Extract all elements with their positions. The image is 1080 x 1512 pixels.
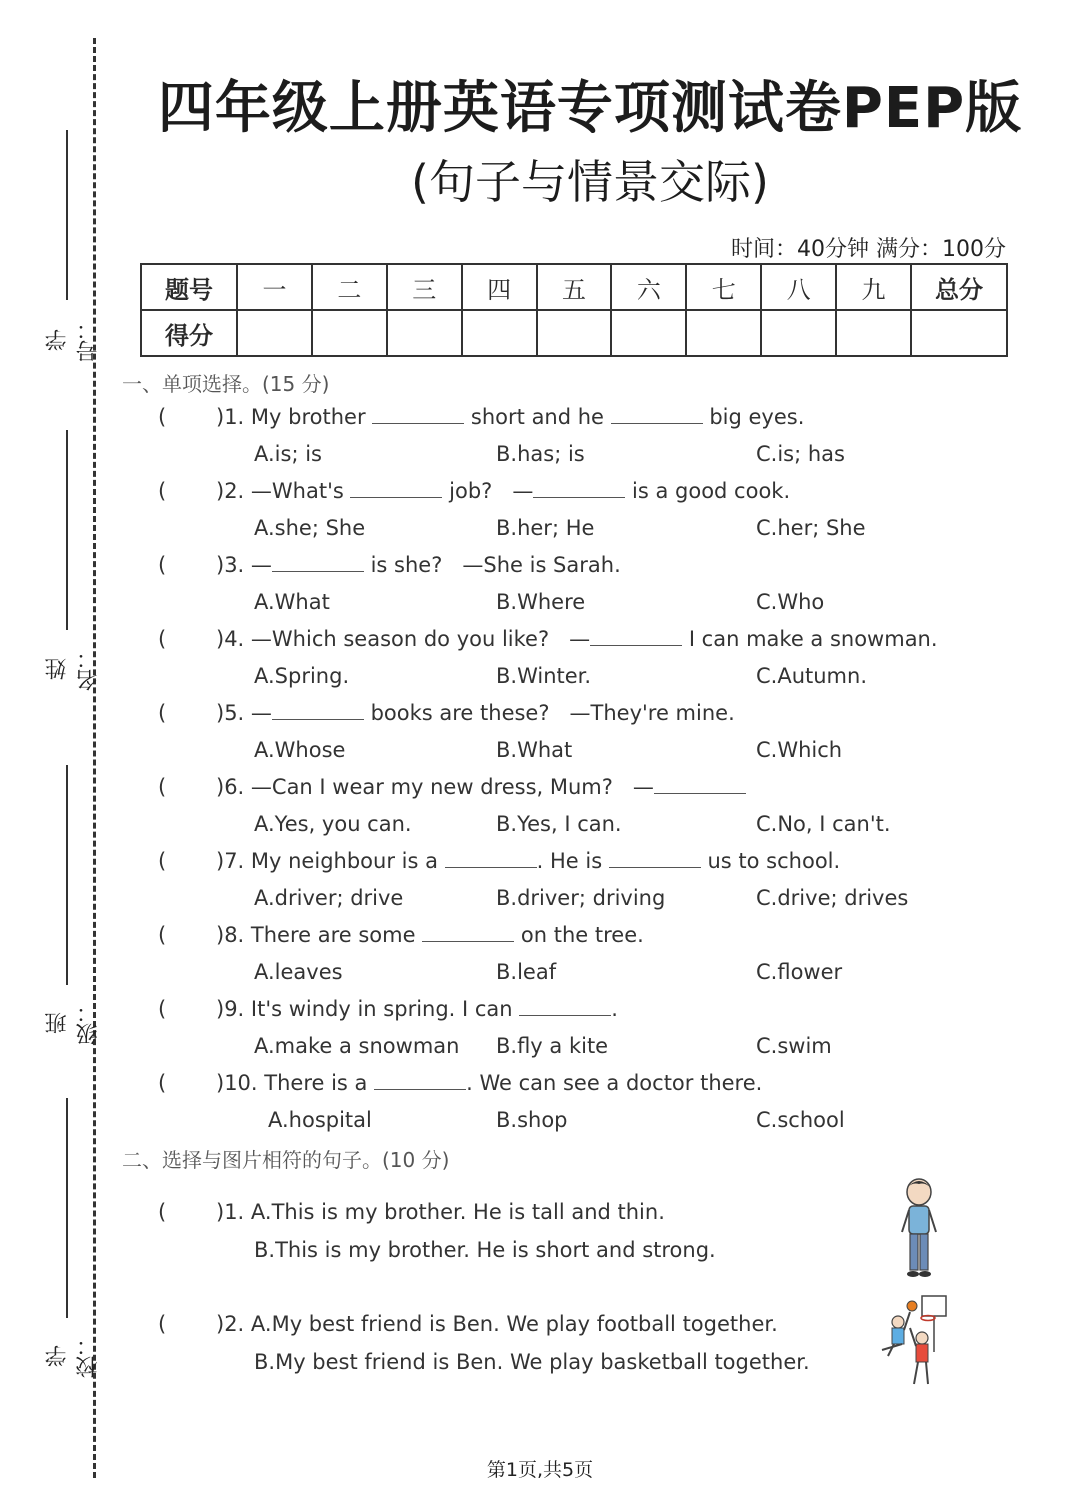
option-a[interactable]: A.My best friend is Ben. We play football together. (250, 1312, 778, 1336)
answer-blank[interactable] (609, 849, 701, 868)
question-stem: )5. — (216, 701, 272, 725)
question-row (158, 699, 1038, 735)
answer-blank[interactable] (422, 923, 514, 942)
answer-blank[interactable] (519, 997, 611, 1016)
option-a[interactable]: A.make a snowman (254, 1034, 460, 1058)
score-table (140, 263, 1008, 357)
question-stem: short and he (464, 405, 611, 429)
question-text (216, 997, 618, 1021)
score-cell-input[interactable] (462, 310, 537, 356)
question-text (216, 405, 804, 429)
question-stem: )6. —Can I wear my new dress, Mum? — (216, 775, 654, 799)
question-stem: )7. My neighbour is a (216, 849, 445, 873)
score-cell-header: 三 (387, 264, 462, 310)
options-row (0, 1032, 1080, 1066)
answer-paren[interactable]: ( (158, 775, 167, 799)
answer-paren[interactable]: ( (158, 1071, 167, 1095)
question-row (158, 403, 1038, 439)
option-c[interactable]: C.flower (756, 960, 843, 984)
question-stem: books are these? —They're mine. (363, 701, 735, 725)
options-row (0, 884, 1080, 918)
question-text (216, 923, 644, 947)
question-text (216, 849, 840, 873)
score-row-label: 得分 (141, 310, 237, 356)
option-b[interactable]: B.Winter. (496, 664, 592, 688)
option-b[interactable]: B.Yes, I can. (496, 812, 622, 836)
score-cell-header: 五 (537, 264, 612, 310)
question-row (158, 921, 1038, 957)
options-row (0, 810, 1080, 844)
answer-blank[interactable] (533, 479, 625, 498)
score-cell-header: 二 (312, 264, 387, 310)
option-c[interactable]: C.is; has (756, 442, 845, 466)
answer-blank[interactable] (272, 701, 364, 720)
option-b[interactable]: B.This is my brother. He is short and strong. (254, 1238, 716, 1262)
question-number: )1. (216, 1200, 251, 1224)
question-stem: )4. —Which season do you like? — (216, 627, 591, 651)
question-stem: is she? —She is Sarah. (363, 553, 621, 577)
option-b[interactable]: B.her; He (496, 516, 595, 540)
option-a[interactable]: A.This is my brother. He is tall and thin. (250, 1200, 665, 1224)
question-stem: I can make a snowman. (682, 627, 938, 651)
option-a[interactable]: A.hospital (268, 1108, 372, 1132)
option-a[interactable]: A.leaves (254, 960, 343, 984)
option-c[interactable]: C.Who (756, 590, 825, 614)
question-row (158, 477, 1038, 513)
option-c[interactable]: C.No, I can't. (756, 812, 891, 836)
question-text (216, 553, 621, 577)
answer-paren[interactable]: ( (158, 627, 167, 651)
score-cell-header: 九 (836, 264, 911, 310)
score-cell-header: 八 (761, 264, 836, 310)
question-stem: )10. There is a (216, 1071, 375, 1095)
class-line[interactable] (66, 765, 68, 985)
question-text (216, 775, 746, 799)
score-cell-input[interactable] (537, 310, 612, 356)
question-row (158, 995, 1038, 1031)
page-subtitle: (句子与情景交际) (411, 155, 769, 209)
question-text (216, 627, 938, 651)
score-cell-header: 四 (462, 264, 537, 310)
options-row (0, 736, 1080, 770)
option-a[interactable]: A.driver; drive (254, 886, 404, 910)
question-stem: is a good cook. (625, 479, 791, 503)
question-text (216, 1200, 665, 1224)
score-cell-input[interactable] (911, 310, 1007, 356)
time-info: 时间：40分钟 满分：100分 (731, 237, 1006, 262)
question-row (158, 1069, 1038, 1105)
question-stem: . (611, 997, 618, 1021)
options-row (0, 662, 1080, 696)
question-number: )2. (216, 1312, 251, 1336)
answer-blank[interactable] (590, 627, 682, 646)
score-cell-input[interactable] (836, 310, 911, 356)
option-a[interactable]: A.Whose (254, 738, 346, 762)
option-b[interactable]: B.Where (496, 590, 586, 614)
section-title: 一、单项选择。(15 分) (122, 372, 330, 396)
question-stem: us to school. (700, 849, 841, 873)
option-a[interactable]: A.she; She (254, 516, 366, 540)
option-b[interactable]: B.shop (496, 1108, 568, 1132)
option-c[interactable]: C.school (756, 1108, 845, 1132)
question-text (216, 1312, 778, 1336)
answer-blank[interactable] (374, 1071, 466, 1090)
question-row (158, 625, 1038, 661)
option-a[interactable]: A.Yes, you can. (254, 812, 412, 836)
question-stem: )3. — (216, 553, 272, 577)
name-label: 姓名： (45, 647, 101, 691)
score-cell-header: 七 (686, 264, 761, 310)
option-a[interactable]: A.Spring. (254, 664, 350, 688)
question-row (158, 551, 1038, 587)
question-stem: job? — (442, 479, 534, 503)
option-c[interactable]: C.Autumn. (756, 664, 867, 688)
option-b[interactable]: B.leaf (496, 960, 557, 984)
option-b[interactable]: B.has; is (496, 442, 585, 466)
option-b[interactable]: B.My best friend is Ben. We play basketball together. (254, 1350, 810, 1374)
answer-paren[interactable]: ( (158, 923, 167, 947)
question-stem: )8. There are some (216, 923, 423, 947)
question-row (158, 847, 1038, 883)
question-stem: )2. —What's (216, 479, 351, 503)
answer-blank[interactable] (445, 849, 537, 868)
answer-paren[interactable]: ( (158, 849, 167, 873)
school-label: 学校： (45, 1334, 101, 1378)
options-row (0, 440, 1080, 474)
question-stem: )1. My brother (216, 405, 373, 429)
answer-paren[interactable]: ( (158, 553, 167, 577)
score-cell-input[interactable] (387, 310, 462, 356)
options-row (0, 1106, 1080, 1140)
options-row (0, 958, 1080, 992)
class-label: 班级： (45, 1001, 101, 1045)
option-b[interactable]: B.What (496, 738, 573, 762)
page-title: 四年级上册英语专项测试卷PEP版 (157, 76, 1023, 141)
score-cell-header: 六 (611, 264, 686, 310)
answer-paren[interactable]: ( (158, 405, 167, 429)
boy-illustration (892, 1176, 946, 1284)
answer-paren[interactable]: ( (158, 997, 167, 1021)
option-a[interactable]: A.What (254, 590, 330, 614)
answer-paren[interactable]: ( (158, 479, 167, 503)
question-stem: big eyes. (702, 405, 805, 429)
question-text (216, 701, 735, 725)
score-cell-input[interactable] (611, 310, 686, 356)
student-id-label: 学号： (45, 318, 101, 362)
option-a[interactable]: A.is; is (254, 442, 322, 466)
option-c[interactable]: C.Which (756, 738, 843, 762)
answer-blank[interactable] (654, 775, 746, 794)
question-stem: )9. It's windy in spring. I can (216, 997, 520, 1021)
score-cell-input[interactable] (312, 310, 387, 356)
score-cell-input[interactable] (686, 310, 761, 356)
answer-paren[interactable]: ( (158, 1312, 167, 1336)
option-c[interactable]: C.her; She (756, 516, 866, 540)
score-table-header-row (141, 264, 1007, 310)
question-stem: . He is (536, 849, 609, 873)
question-stem: . We can see a doctor there. (466, 1071, 763, 1095)
score-cell-header: 总分 (911, 264, 1007, 310)
score-cell-input[interactable] (761, 310, 836, 356)
options-row (0, 514, 1080, 548)
options-row (0, 588, 1080, 622)
question-text (216, 479, 790, 503)
student-id-field (40, 130, 101, 370)
question-stem: on the tree. (514, 923, 644, 947)
option-b[interactable]: B.fly a kite (496, 1034, 609, 1058)
question-row (158, 773, 1038, 809)
answer-blank[interactable] (611, 405, 703, 424)
score-cell-header: 题号 (141, 264, 237, 310)
page-number: 第1页,共5页 (486, 1459, 594, 1481)
basketball-illustration (876, 1292, 950, 1390)
student-id-line[interactable] (66, 130, 68, 300)
answer-blank[interactable] (272, 553, 364, 572)
score-table-score-row (141, 310, 1007, 356)
answer-paren[interactable]: ( (158, 701, 167, 725)
option-b[interactable]: B.driver; driving (496, 886, 666, 910)
score-cell-input[interactable] (237, 310, 312, 356)
option-c[interactable]: C.drive; drives (756, 886, 909, 910)
score-cell-header: 一 (237, 264, 312, 310)
answer-blank[interactable] (372, 405, 464, 424)
question-text (216, 1071, 762, 1095)
section-title: 二、选择与图片相符的句子。(10 分) (122, 1148, 450, 1172)
answer-blank[interactable] (350, 479, 442, 498)
option-c[interactable]: C.swim (756, 1034, 832, 1058)
answer-paren[interactable]: ( (158, 1200, 167, 1224)
